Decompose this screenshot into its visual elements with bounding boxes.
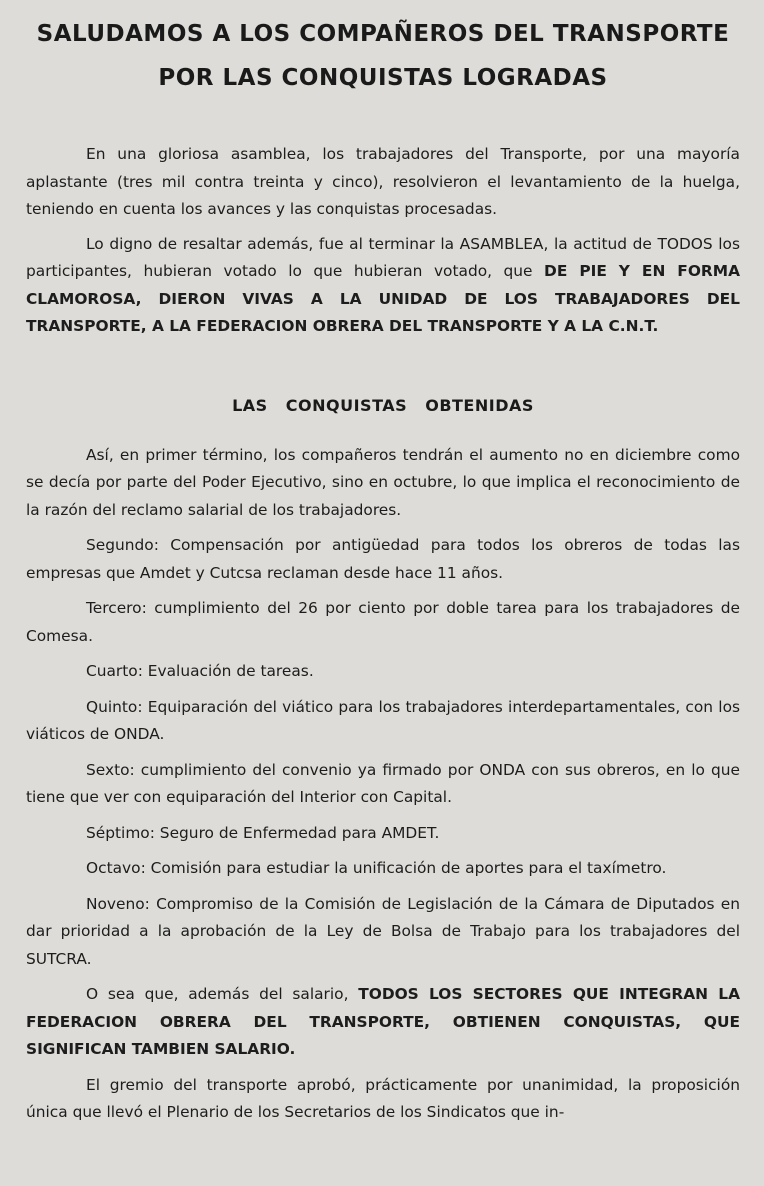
conquista-item: Segundo: Compensación por antigüedad para todos los obreros de todas las empresas que Amdet y Cutcsa reclaman desde hace 11 años. (26, 536, 740, 582)
conquista-item: Tercero: cumplimiento del 26 por ciento por doble tarea para los trabajadores de Comesa. (26, 599, 740, 645)
conquistas-list (26, 442, 740, 1127)
conquista-item: Noveno: Compromiso de la Comisión de Legislación de la Cámara de Diputados en dar prioridad a la aprobación de la Ley de Bolsa de Trabajo para los trabajadores del SUTCRA. (26, 894, 740, 968)
conquista-item: Octavo: Comisión para estudiar la unificación de aportes para el taxímetro. (86, 859, 667, 877)
conquista-item: Quinto: Equiparación del viático para los trabajadores interdepartamentales, con los viáticos de ONDA. (26, 697, 740, 743)
closing-paragraph-1 (26, 981, 740, 1064)
conquista-item: Sexto: cumplimiento del convenio ya firmado por ONDA con sus obreros, en lo que tiene que ver con equiparación del Interior con Capital. (26, 760, 740, 806)
page-title (26, 12, 740, 100)
conquista-item: Séptimo: Seguro de Enfermedad para AMDET. (86, 823, 440, 842)
intro-paragraph-2-bold: DE PIE Y EN FORMA CLAMOROSA, DIERON VIVAS A LA UNIDAD DE LOS TRABAJADORES DEL TRANSPORTE, A LA FEDERACION OBRERA DEL TRANSPORTE Y A LA C.N.T. (26, 262, 740, 335)
title-line-1: SALUDAMOS A LOS COMPAÑEROS DEL TRANSPORTE (36, 21, 730, 47)
closing-paragraph-1-bold: TODOS LOS SECTORES QUE INTEGRAN LA FEDERACION OBRERA DEL TRANSPORTE, OBTIENEN CONQUISTAS, QUE SIGNIFICAN TAMBIEN SALARIO. (26, 985, 740, 1058)
closing-paragraph-1-text: O sea que, además del salario, (86, 985, 359, 1003)
conquista-first: Así, en primer término, los compañeros tendrán el aumento no en diciembre como se decía por parte del Poder Ejecutivo, sino en octubre, lo que implica el reconocimiento de la razón del reclamo salarial de los trabajadores. (26, 445, 740, 519)
intro-paragraph-1: En una gloriosa asamblea, los trabajadores del Transporte, por una mayoría aplastante (tres mil contra treinta y cinco), resolvieron el levantamiento de la huelga, teniendo en cuenta los avances y las conquistas procesadas. (26, 145, 740, 218)
intro-paragraph-2 (26, 231, 740, 341)
intro-paragraph-2-text: Lo digno de resaltar además, fue al terminar la ASAMBLEA, la actitud de TODOS los participantes, hubieran votado lo que hubieran votado, que (26, 234, 740, 280)
title-line-2: POR LAS CONQUISTAS LOGRADAS (158, 65, 608, 91)
section-heading: LAS CONQUISTAS OBTENIDAS (232, 395, 534, 415)
closing-paragraph-2: El gremio del transporte aprobó, prácticamente por unanimidad, la proposición única que llevó el Plenario de los Secretarios de los Sindicatos que in- (26, 1075, 740, 1121)
conquista-item: Cuarto: Evaluación de tareas. (86, 662, 314, 680)
